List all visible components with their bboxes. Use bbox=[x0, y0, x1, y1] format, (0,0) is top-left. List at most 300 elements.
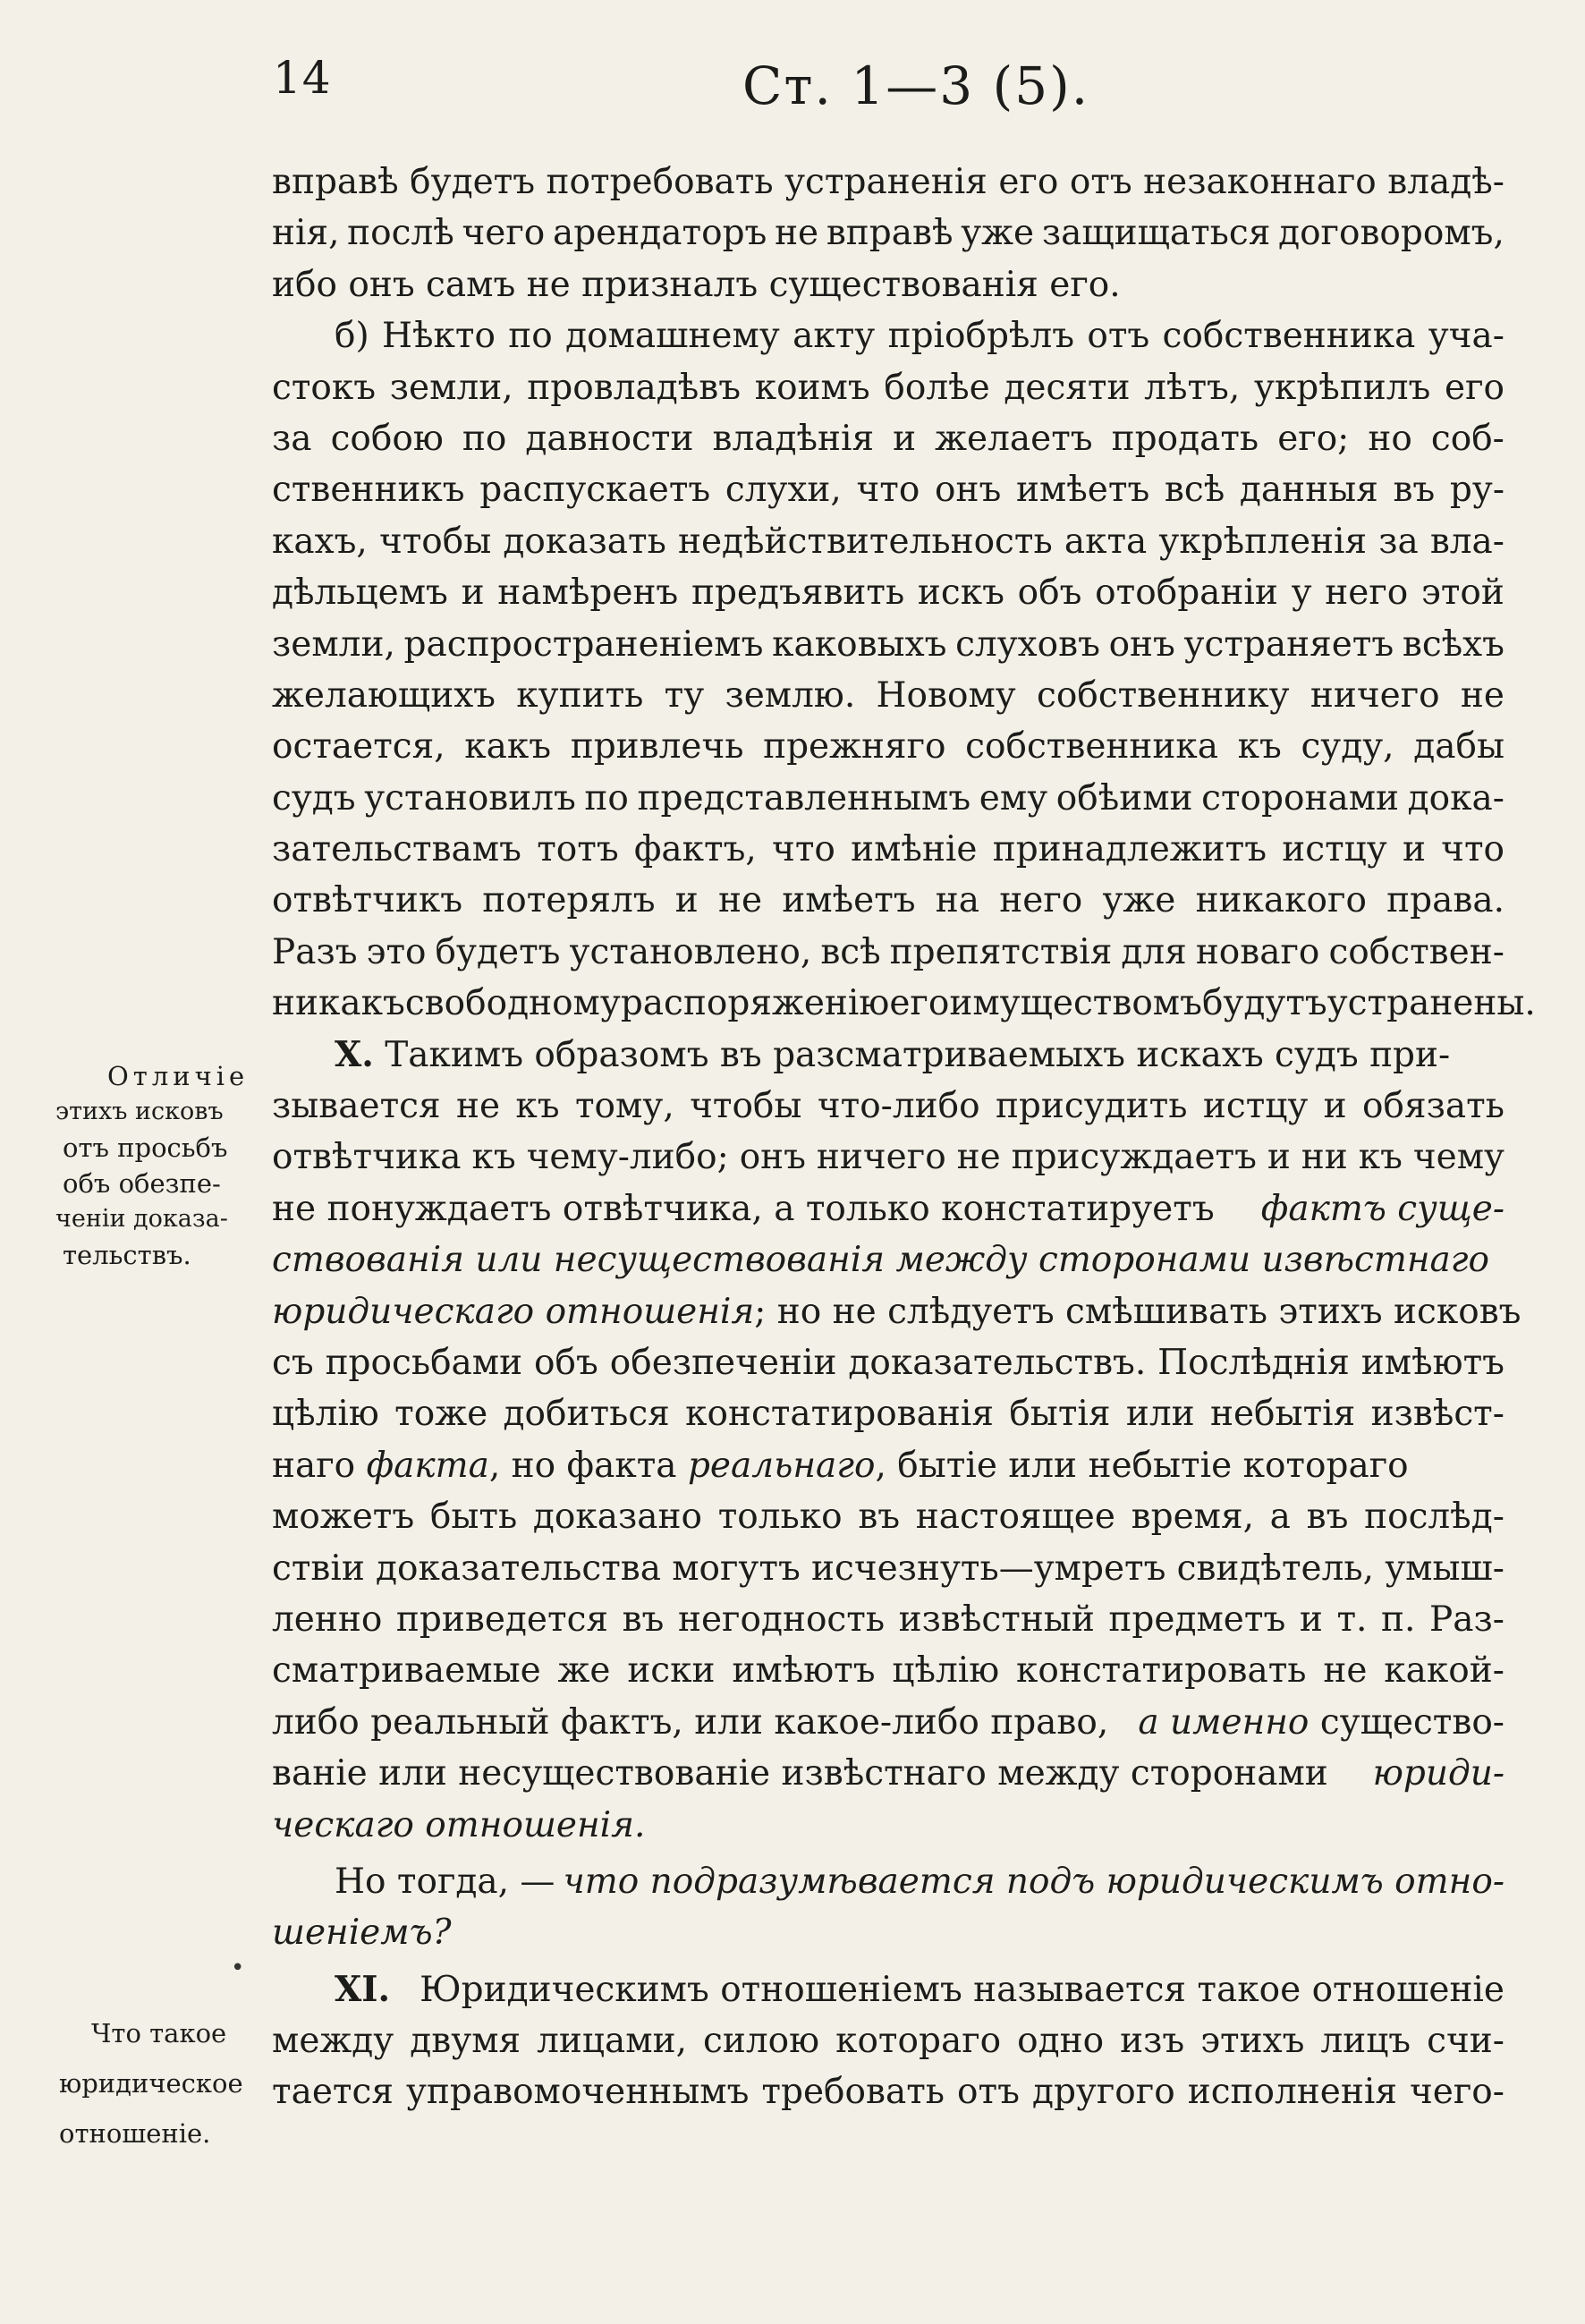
text-line bbox=[272, 1132, 1504, 1183]
word: принадлежитъ bbox=[992, 829, 1267, 870]
word: просьбами bbox=[325, 1342, 523, 1383]
word: данныя bbox=[1239, 470, 1378, 511]
text-line bbox=[272, 413, 1504, 464]
word: не bbox=[1323, 1650, 1368, 1692]
word: и bbox=[893, 418, 917, 459]
text-line bbox=[272, 2066, 1504, 2117]
margin-note-legal-relation bbox=[55, 2008, 266, 2159]
word: ру- bbox=[1449, 470, 1504, 511]
margin-note-line: Что такое bbox=[91, 2018, 227, 2048]
word: пріобрѣлъ bbox=[887, 316, 1075, 357]
word: отвѣтчика bbox=[272, 1137, 462, 1178]
word: небытія bbox=[1209, 1394, 1356, 1435]
word: Разъ bbox=[272, 931, 358, 972]
word: зывается bbox=[272, 1086, 441, 1127]
text-span bbox=[1138, 1697, 1504, 1748]
word: свободному bbox=[404, 983, 621, 1024]
italic-span: что подразумѣвается подъ юридическимъ отно- bbox=[563, 1861, 1504, 1902]
word: одно bbox=[1017, 2021, 1105, 2062]
word: чтобы bbox=[378, 521, 492, 562]
italic-span: а именно bbox=[1138, 1701, 1310, 1743]
text-line bbox=[272, 362, 1504, 413]
word: дабы bbox=[1413, 726, 1504, 768]
margin-note-line: отношеніе. bbox=[59, 2118, 211, 2149]
word: объ bbox=[1017, 573, 1082, 614]
word: потерялъ bbox=[482, 880, 656, 921]
word: дѣльцемъ bbox=[272, 573, 448, 614]
word: лицъ bbox=[1320, 2021, 1411, 2062]
word: двумя bbox=[410, 2021, 521, 2062]
word: ленно bbox=[272, 1599, 383, 1640]
word: никакого bbox=[1195, 880, 1367, 921]
text-line bbox=[272, 1645, 1504, 1696]
text-line bbox=[272, 1697, 1504, 1748]
word: собственника bbox=[965, 726, 1219, 768]
word: или bbox=[1125, 1394, 1195, 1435]
word: защищаться bbox=[1041, 213, 1271, 254]
italic-span: ствованія или несуществованія между сторонами извѣстнаго bbox=[272, 1240, 1489, 1281]
word: доказательствъ. bbox=[848, 1342, 1147, 1383]
text-line bbox=[272, 1594, 1504, 1645]
word: силою bbox=[703, 2021, 820, 2062]
word: обязать bbox=[1362, 1086, 1504, 1127]
text-line bbox=[272, 1286, 1521, 1337]
word: на bbox=[935, 880, 980, 921]
word: отобраніи bbox=[1095, 573, 1278, 614]
word: суду, bbox=[1301, 726, 1394, 768]
word: отъ bbox=[1087, 316, 1150, 357]
word: можетъ bbox=[272, 1497, 415, 1538]
word: чего bbox=[462, 213, 546, 254]
margin-note-line: юридическое bbox=[59, 2068, 243, 2099]
word: потребовать bbox=[546, 162, 774, 202]
text-line bbox=[272, 310, 1504, 361]
word: ника bbox=[272, 983, 361, 1024]
text-line bbox=[272, 1543, 1504, 1594]
question-line bbox=[272, 1856, 1504, 1907]
running-head: Ст. 1—3 (5). bbox=[742, 55, 1090, 116]
word: что-либо bbox=[817, 1086, 980, 1127]
word: приведется bbox=[395, 1599, 609, 1640]
text-span: либо реальный фактъ, или какое-либо право, bbox=[272, 1701, 1109, 1743]
word: извѣстный bbox=[898, 1599, 1095, 1640]
word: другого bbox=[1031, 2072, 1175, 2113]
word: его bbox=[1445, 367, 1504, 408]
word: судъ bbox=[272, 777, 356, 818]
word: не bbox=[775, 213, 819, 254]
margin-note-line: ченіи доказа- bbox=[55, 1205, 228, 1233]
word: вправѣ bbox=[272, 162, 399, 202]
word: исчезнуть—умретъ bbox=[810, 1548, 1166, 1589]
word: желаетъ bbox=[935, 418, 1093, 459]
italic-span: реальнаго bbox=[687, 1445, 876, 1486]
word: искъ bbox=[917, 573, 1004, 614]
word: коимъ bbox=[754, 367, 870, 408]
text-line bbox=[272, 1440, 1504, 1491]
word: установлено, bbox=[569, 931, 812, 972]
word: устранены. bbox=[1326, 983, 1536, 1024]
word: собствен- bbox=[1328, 931, 1504, 972]
italic-span: факта bbox=[366, 1445, 489, 1486]
word: чтобы bbox=[690, 1086, 802, 1127]
word: сторонами bbox=[1201, 777, 1400, 818]
word: что bbox=[772, 829, 835, 870]
word: т. bbox=[1336, 1599, 1368, 1640]
word: тотъ bbox=[537, 829, 619, 870]
text-line bbox=[272, 516, 1504, 567]
word: земли, bbox=[389, 367, 513, 408]
text-line bbox=[272, 208, 1504, 259]
word: фактъ, bbox=[633, 829, 757, 870]
text-line bbox=[272, 1748, 1504, 1799]
word: констатировать bbox=[1015, 1650, 1307, 1692]
word: по bbox=[462, 418, 507, 459]
word: будутъ bbox=[1201, 983, 1327, 1024]
section-number: X. bbox=[335, 1033, 374, 1075]
word: тается bbox=[272, 2072, 394, 2113]
word: владѣнія bbox=[712, 418, 875, 459]
word: быть bbox=[429, 1497, 518, 1538]
word: и bbox=[1402, 829, 1426, 870]
word: имѣетъ bbox=[1015, 470, 1150, 511]
word: слуховъ bbox=[955, 623, 1100, 665]
word: что bbox=[1441, 829, 1504, 870]
text-line bbox=[272, 1800, 1504, 1851]
text-span bbox=[272, 1286, 1521, 1337]
word: провладѣвъ bbox=[527, 367, 742, 408]
margin-note-line: Отличіе bbox=[107, 1061, 250, 1091]
text-line bbox=[272, 875, 1504, 926]
word: между bbox=[272, 2021, 394, 2062]
word: уже bbox=[1102, 880, 1176, 921]
word: него bbox=[999, 880, 1083, 921]
text-span: ибо онъ самъ не призналъ существованія его. bbox=[272, 264, 1121, 305]
word: доказано bbox=[532, 1497, 703, 1538]
word: же bbox=[557, 1650, 611, 1692]
page-header bbox=[0, 52, 1585, 123]
word: вправѣ bbox=[826, 213, 954, 254]
word: привлечь bbox=[570, 726, 744, 768]
margin-note-line: тельствъ. bbox=[63, 1240, 191, 1270]
word: съ bbox=[272, 1342, 314, 1383]
word: иски bbox=[627, 1650, 716, 1692]
word: цѣлію bbox=[892, 1650, 1000, 1692]
word: укрѣпилъ bbox=[1253, 367, 1431, 408]
word: ему bbox=[979, 777, 1048, 818]
text-span bbox=[272, 1440, 1409, 1491]
word: лицами, bbox=[537, 2021, 687, 2062]
word: требовать bbox=[761, 2072, 945, 2113]
word: истцу bbox=[1282, 829, 1387, 870]
word: кахъ, bbox=[272, 521, 368, 562]
word: незаконнаго bbox=[1143, 162, 1377, 202]
text-line bbox=[272, 1081, 1504, 1132]
word: и bbox=[674, 880, 699, 921]
word: доказательства bbox=[376, 1548, 661, 1589]
word: отъ bbox=[1069, 162, 1132, 202]
word: купить bbox=[516, 674, 644, 716]
text-line bbox=[272, 773, 1504, 824]
word: земли, bbox=[272, 623, 395, 665]
word: уча- bbox=[1428, 316, 1504, 357]
word: время, bbox=[1131, 1497, 1254, 1538]
word: ничего bbox=[816, 1137, 946, 1178]
word: къ bbox=[471, 1137, 516, 1178]
word: по bbox=[584, 777, 629, 818]
word: имѣніе bbox=[851, 829, 978, 870]
word: и bbox=[1323, 1086, 1347, 1127]
word: какъ bbox=[464, 726, 552, 768]
word: не bbox=[717, 880, 763, 921]
word: собственнику bbox=[1037, 674, 1290, 716]
word: зательствамъ bbox=[272, 829, 521, 870]
italic-span: ческаго отношенія. bbox=[272, 1804, 646, 1845]
word: устраненія bbox=[784, 162, 987, 202]
text-line bbox=[272, 259, 1504, 310]
word: собственника bbox=[1162, 316, 1416, 357]
word: Нѣкто bbox=[382, 316, 496, 357]
word: его bbox=[889, 983, 950, 1024]
word: ствіи bbox=[272, 1548, 365, 1589]
word: его bbox=[998, 162, 1059, 202]
text-span: ; но не слѣдуетъ смѣшивать этихъ исковъ bbox=[754, 1291, 1521, 1332]
word: а bbox=[1269, 1497, 1291, 1538]
word: представленнымъ bbox=[637, 777, 971, 818]
word: къ bbox=[515, 1086, 560, 1127]
margin-note-line: объ обезпе- bbox=[63, 1168, 221, 1199]
word: уже bbox=[961, 213, 1035, 254]
word: договоромъ, bbox=[1278, 213, 1504, 254]
text-line bbox=[272, 2015, 1504, 2066]
word: Раз- bbox=[1428, 1599, 1504, 1640]
word: за bbox=[272, 418, 312, 459]
word: исполненія bbox=[1187, 2072, 1397, 2113]
word: тому, bbox=[574, 1086, 674, 1127]
text-span: наго bbox=[272, 1445, 356, 1486]
word: въ bbox=[1393, 470, 1436, 511]
word: и bbox=[1299, 1599, 1323, 1640]
text-line bbox=[272, 619, 1504, 670]
word: права. bbox=[1386, 880, 1504, 921]
word: чему-либо; bbox=[526, 1137, 729, 1178]
word: землю. bbox=[725, 674, 856, 716]
word: не bbox=[455, 1086, 501, 1127]
text-span: Но тогда, — bbox=[335, 1861, 555, 1902]
word: негодность bbox=[677, 1599, 886, 1640]
text-line bbox=[272, 1183, 1504, 1234]
word: добиться bbox=[503, 1394, 670, 1435]
body-text bbox=[272, 157, 1536, 2118]
word: къ bbox=[1237, 726, 1282, 768]
italic-span: фактъ суще- bbox=[1260, 1188, 1504, 1229]
word: какой- bbox=[1384, 1650, 1504, 1692]
word: но bbox=[1368, 418, 1412, 459]
section-xi-line bbox=[272, 1964, 1504, 2015]
margin-note-difference bbox=[55, 1058, 266, 1273]
word: къ bbox=[360, 983, 405, 1024]
word: будетъ bbox=[435, 931, 561, 972]
word: недѣйствительность bbox=[677, 521, 1053, 562]
word: владѣ- bbox=[1387, 162, 1504, 202]
text-line bbox=[272, 927, 1504, 978]
section-x-opening bbox=[335, 1030, 1450, 1081]
italic-span: юриди- bbox=[1372, 1753, 1504, 1794]
word: настоящее bbox=[915, 1497, 1115, 1538]
word: онъ bbox=[934, 470, 1002, 511]
word: въ bbox=[622, 1599, 665, 1640]
text-line bbox=[272, 567, 1504, 618]
word: къ bbox=[1358, 1137, 1403, 1178]
word: собою bbox=[330, 418, 444, 459]
word: присуждаетъ bbox=[1011, 1137, 1257, 1178]
word: свидѣтель, bbox=[1176, 1548, 1375, 1589]
text-line bbox=[272, 1491, 1504, 1542]
word: объ bbox=[534, 1342, 598, 1383]
page-number: 14 bbox=[273, 52, 332, 104]
text-span: , бытіе или небытіе котораго bbox=[875, 1445, 1409, 1486]
text-span: существо- bbox=[1319, 1701, 1504, 1743]
word: управомоченнымъ bbox=[405, 2072, 750, 2113]
text-line bbox=[272, 978, 1536, 1029]
word: установилъ bbox=[364, 777, 576, 818]
word: для bbox=[1121, 931, 1187, 972]
word: только bbox=[717, 1497, 843, 1538]
word: всѣхъ bbox=[1402, 623, 1504, 665]
italic-span: шеніемъ? bbox=[272, 1913, 452, 1954]
text-line bbox=[272, 1234, 1504, 1285]
word: въ bbox=[1306, 1497, 1349, 1538]
word: его; bbox=[1277, 418, 1350, 459]
word: доказать bbox=[503, 521, 666, 562]
text-span: не понуждаетъ отвѣтчика, а только констатируетъ bbox=[272, 1188, 1215, 1229]
word: давности bbox=[525, 418, 694, 459]
word: каковыхъ bbox=[772, 623, 947, 665]
text-span: , но факта bbox=[488, 1445, 677, 1486]
word: въ bbox=[858, 1497, 901, 1538]
word: прежняго bbox=[763, 726, 946, 768]
word: могутъ bbox=[672, 1548, 801, 1589]
word: распространеніемъ bbox=[403, 623, 764, 665]
word: имѣетъ bbox=[782, 880, 916, 921]
margin-mark: • bbox=[231, 1955, 245, 1981]
word: п. bbox=[1381, 1599, 1416, 1640]
word: акту bbox=[792, 316, 876, 357]
text-line bbox=[272, 157, 1504, 208]
word: акта bbox=[1064, 521, 1148, 562]
word: нія, bbox=[272, 213, 340, 254]
word: чего- bbox=[1409, 2072, 1504, 2113]
word: арендаторъ bbox=[552, 213, 767, 254]
word: имѣютъ bbox=[732, 1650, 876, 1692]
word: онъ bbox=[1108, 623, 1175, 665]
text-line bbox=[272, 721, 1504, 772]
word: бытія bbox=[1009, 1394, 1111, 1435]
word: присудить bbox=[995, 1086, 1188, 1127]
word: ни bbox=[1301, 1137, 1348, 1178]
word: Новому bbox=[876, 674, 1016, 716]
word: послѣд- bbox=[1364, 1497, 1504, 1538]
section-x-line bbox=[272, 1030, 1504, 1081]
word: слухи, bbox=[725, 470, 842, 511]
word: б) bbox=[335, 316, 369, 357]
word: этой bbox=[1420, 573, 1504, 614]
text-span: Юридическимъ отношеніемъ называется такое отношеніе bbox=[420, 1969, 1504, 2010]
word: желающихъ bbox=[272, 674, 496, 716]
text-line bbox=[272, 1388, 1504, 1439]
word: ничего bbox=[1310, 674, 1440, 716]
word: него bbox=[1325, 573, 1409, 614]
text-line bbox=[272, 824, 1504, 875]
word: онъ bbox=[739, 1137, 806, 1178]
word: что bbox=[856, 470, 920, 511]
text-line bbox=[272, 1337, 1504, 1388]
word: остается, bbox=[272, 726, 445, 768]
word: болѣе bbox=[884, 367, 990, 408]
word: предметъ bbox=[1108, 1599, 1286, 1640]
word: за bbox=[1378, 521, 1419, 562]
word: соб- bbox=[1430, 418, 1504, 459]
word: чему bbox=[1412, 1137, 1504, 1178]
word: всѣ bbox=[820, 931, 881, 972]
word: новаго bbox=[1195, 931, 1320, 972]
word: стокъ bbox=[272, 367, 377, 408]
word: этихъ bbox=[1200, 2021, 1305, 2062]
word: домашнему bbox=[565, 316, 780, 357]
word: вла- bbox=[1429, 521, 1504, 562]
word: изъ bbox=[1120, 2021, 1185, 2062]
word: счи- bbox=[1427, 2021, 1504, 2062]
word: истцу bbox=[1202, 1086, 1309, 1127]
word: констатированія bbox=[685, 1394, 994, 1435]
word: отвѣтчикъ bbox=[272, 880, 463, 921]
text-line bbox=[272, 670, 1504, 721]
word: цѣлію bbox=[272, 1394, 379, 1435]
margin-note-line: отъ просьбъ bbox=[63, 1132, 228, 1163]
word: устраняетъ bbox=[1183, 623, 1394, 665]
word: сматриваемые bbox=[272, 1650, 541, 1692]
text-line bbox=[272, 1907, 1504, 1958]
word: дока- bbox=[1407, 777, 1504, 818]
text-span: Такимъ образомъ въ разсматриваемыхъ искахъ судъ при- bbox=[385, 1034, 1451, 1075]
word: лѣтъ, bbox=[1144, 367, 1241, 408]
word: послѣ bbox=[347, 213, 454, 254]
word: обезпеченіи bbox=[609, 1342, 837, 1383]
word: извѣст- bbox=[1370, 1394, 1504, 1435]
word: умыш- bbox=[1385, 1548, 1504, 1589]
word: распускаетъ bbox=[479, 470, 711, 511]
word: будетъ bbox=[410, 162, 536, 202]
text-span: ваніе или несуществованіе извѣстнаго между сторонами bbox=[272, 1753, 1328, 1794]
margin-note-line: этихъ исковъ bbox=[55, 1098, 224, 1125]
word: распоряженію bbox=[620, 983, 890, 1024]
word: отъ bbox=[957, 2072, 1020, 2113]
word: продать bbox=[1111, 418, 1259, 459]
word: по bbox=[508, 316, 553, 357]
italic-span: юридическаго отношенія bbox=[272, 1291, 755, 1332]
word: укрѣпленія bbox=[1158, 521, 1368, 562]
word: тоже bbox=[394, 1394, 488, 1435]
word: и bbox=[1267, 1137, 1291, 1178]
word: ственникъ bbox=[272, 470, 465, 511]
word: препятствія bbox=[889, 931, 1113, 972]
word: имѣютъ bbox=[1360, 1342, 1504, 1383]
text-line bbox=[272, 464, 1504, 515]
word: имуществомъ bbox=[949, 983, 1202, 1024]
word: обѣими bbox=[1055, 777, 1193, 818]
word: у bbox=[1291, 573, 1312, 614]
word: намѣренъ bbox=[497, 573, 679, 614]
word: предъявить bbox=[691, 573, 905, 614]
